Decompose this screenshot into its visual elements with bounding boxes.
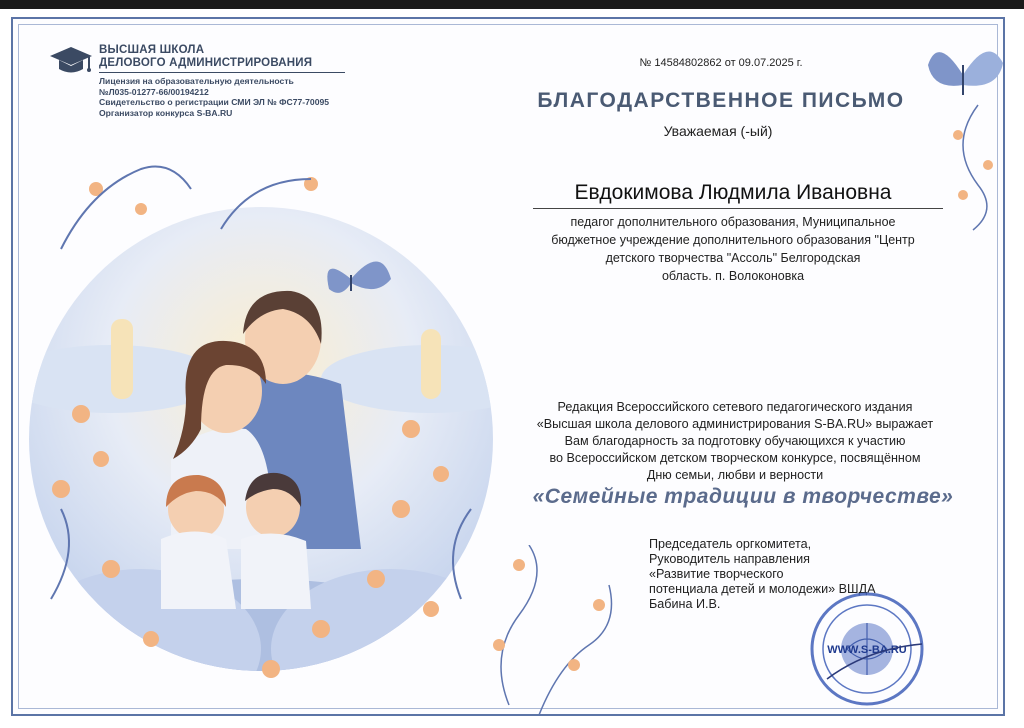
stamp-center-text: WWW.S-BA.RU [827, 644, 907, 656]
chair-line: потенциала детей и молодежи» ВШДА [649, 582, 876, 596]
recipient-name: Евдокимова Людмила Ивановна [574, 181, 892, 204]
contest-name: «Семейные традиции в творчестве» [532, 485, 954, 508]
logo-detail-line: Свидетельство о регистрации СМИ ЭЛ № ФС77-70095 [99, 97, 330, 107]
position-line: детского творчества "Ассоль" Белгородская [605, 251, 861, 265]
official-stamp [807, 589, 927, 709]
chair-line: Руководитель направления [649, 552, 810, 566]
recipient-position [521, 213, 945, 285]
body-line: Дню семьи, любви и верности [646, 468, 824, 482]
gratitude-text [489, 399, 981, 484]
certificate-number: № 14584802862 от 09.07.2025 г. [639, 57, 803, 69]
position-line: область. п. Волоконовка [661, 269, 805, 283]
corner-butterfly-decoration [918, 35, 1005, 235]
graduation-cap-icon [49, 43, 93, 79]
logo-divider [99, 72, 345, 73]
body-line: «Высшая школа делового администрирования S-BA.RU» выражает [536, 417, 934, 431]
position-line: педагог дополнительного образования, Муниципальное [570, 215, 896, 229]
certificate-title: БЛАГОДАРСТВЕННОЕ ПИСЬМО [537, 89, 905, 112]
logo-details [99, 76, 329, 118]
logo-title [99, 44, 312, 70]
bottom-vine-decoration [479, 545, 649, 715]
screen-top-bar [0, 0, 1024, 9]
logo-detail-line: Лицензия на образовательную деятельность [99, 76, 294, 86]
position-line: бюджетное учреждение дополнительного образования "Центр [551, 233, 915, 247]
body-line: Редакция Всероссийского сетевого педагогического издания [557, 400, 913, 414]
body-line: Вам благодарность за подготовку обучающихся к участию [564, 434, 906, 448]
logo-detail-line: Организатор конкурса S-BA.RU [99, 107, 233, 118]
certificate-frame [11, 17, 1005, 716]
recipient-underline [533, 208, 943, 209]
salutation: Уважаемая (-ый) [663, 123, 773, 139]
chair-line: Бабина И.В. [649, 597, 721, 611]
logo-detail-line: №Л035-01277-66/00194212 [99, 86, 209, 97]
logo-title-line2: ДЕЛОВОГО АДМИНИСТРИРОВАНИЯ [99, 57, 313, 69]
logo-title-line1: ВЫСШАЯ ШКОЛА [99, 44, 205, 56]
body-line: во Всероссийском детском творческом конкурсе, посвящённом [549, 451, 921, 465]
chair-line: «Развитие творческого [649, 567, 784, 581]
family-illustration [21, 129, 501, 709]
chair-line: Председатель оргкомитета, [649, 537, 812, 551]
